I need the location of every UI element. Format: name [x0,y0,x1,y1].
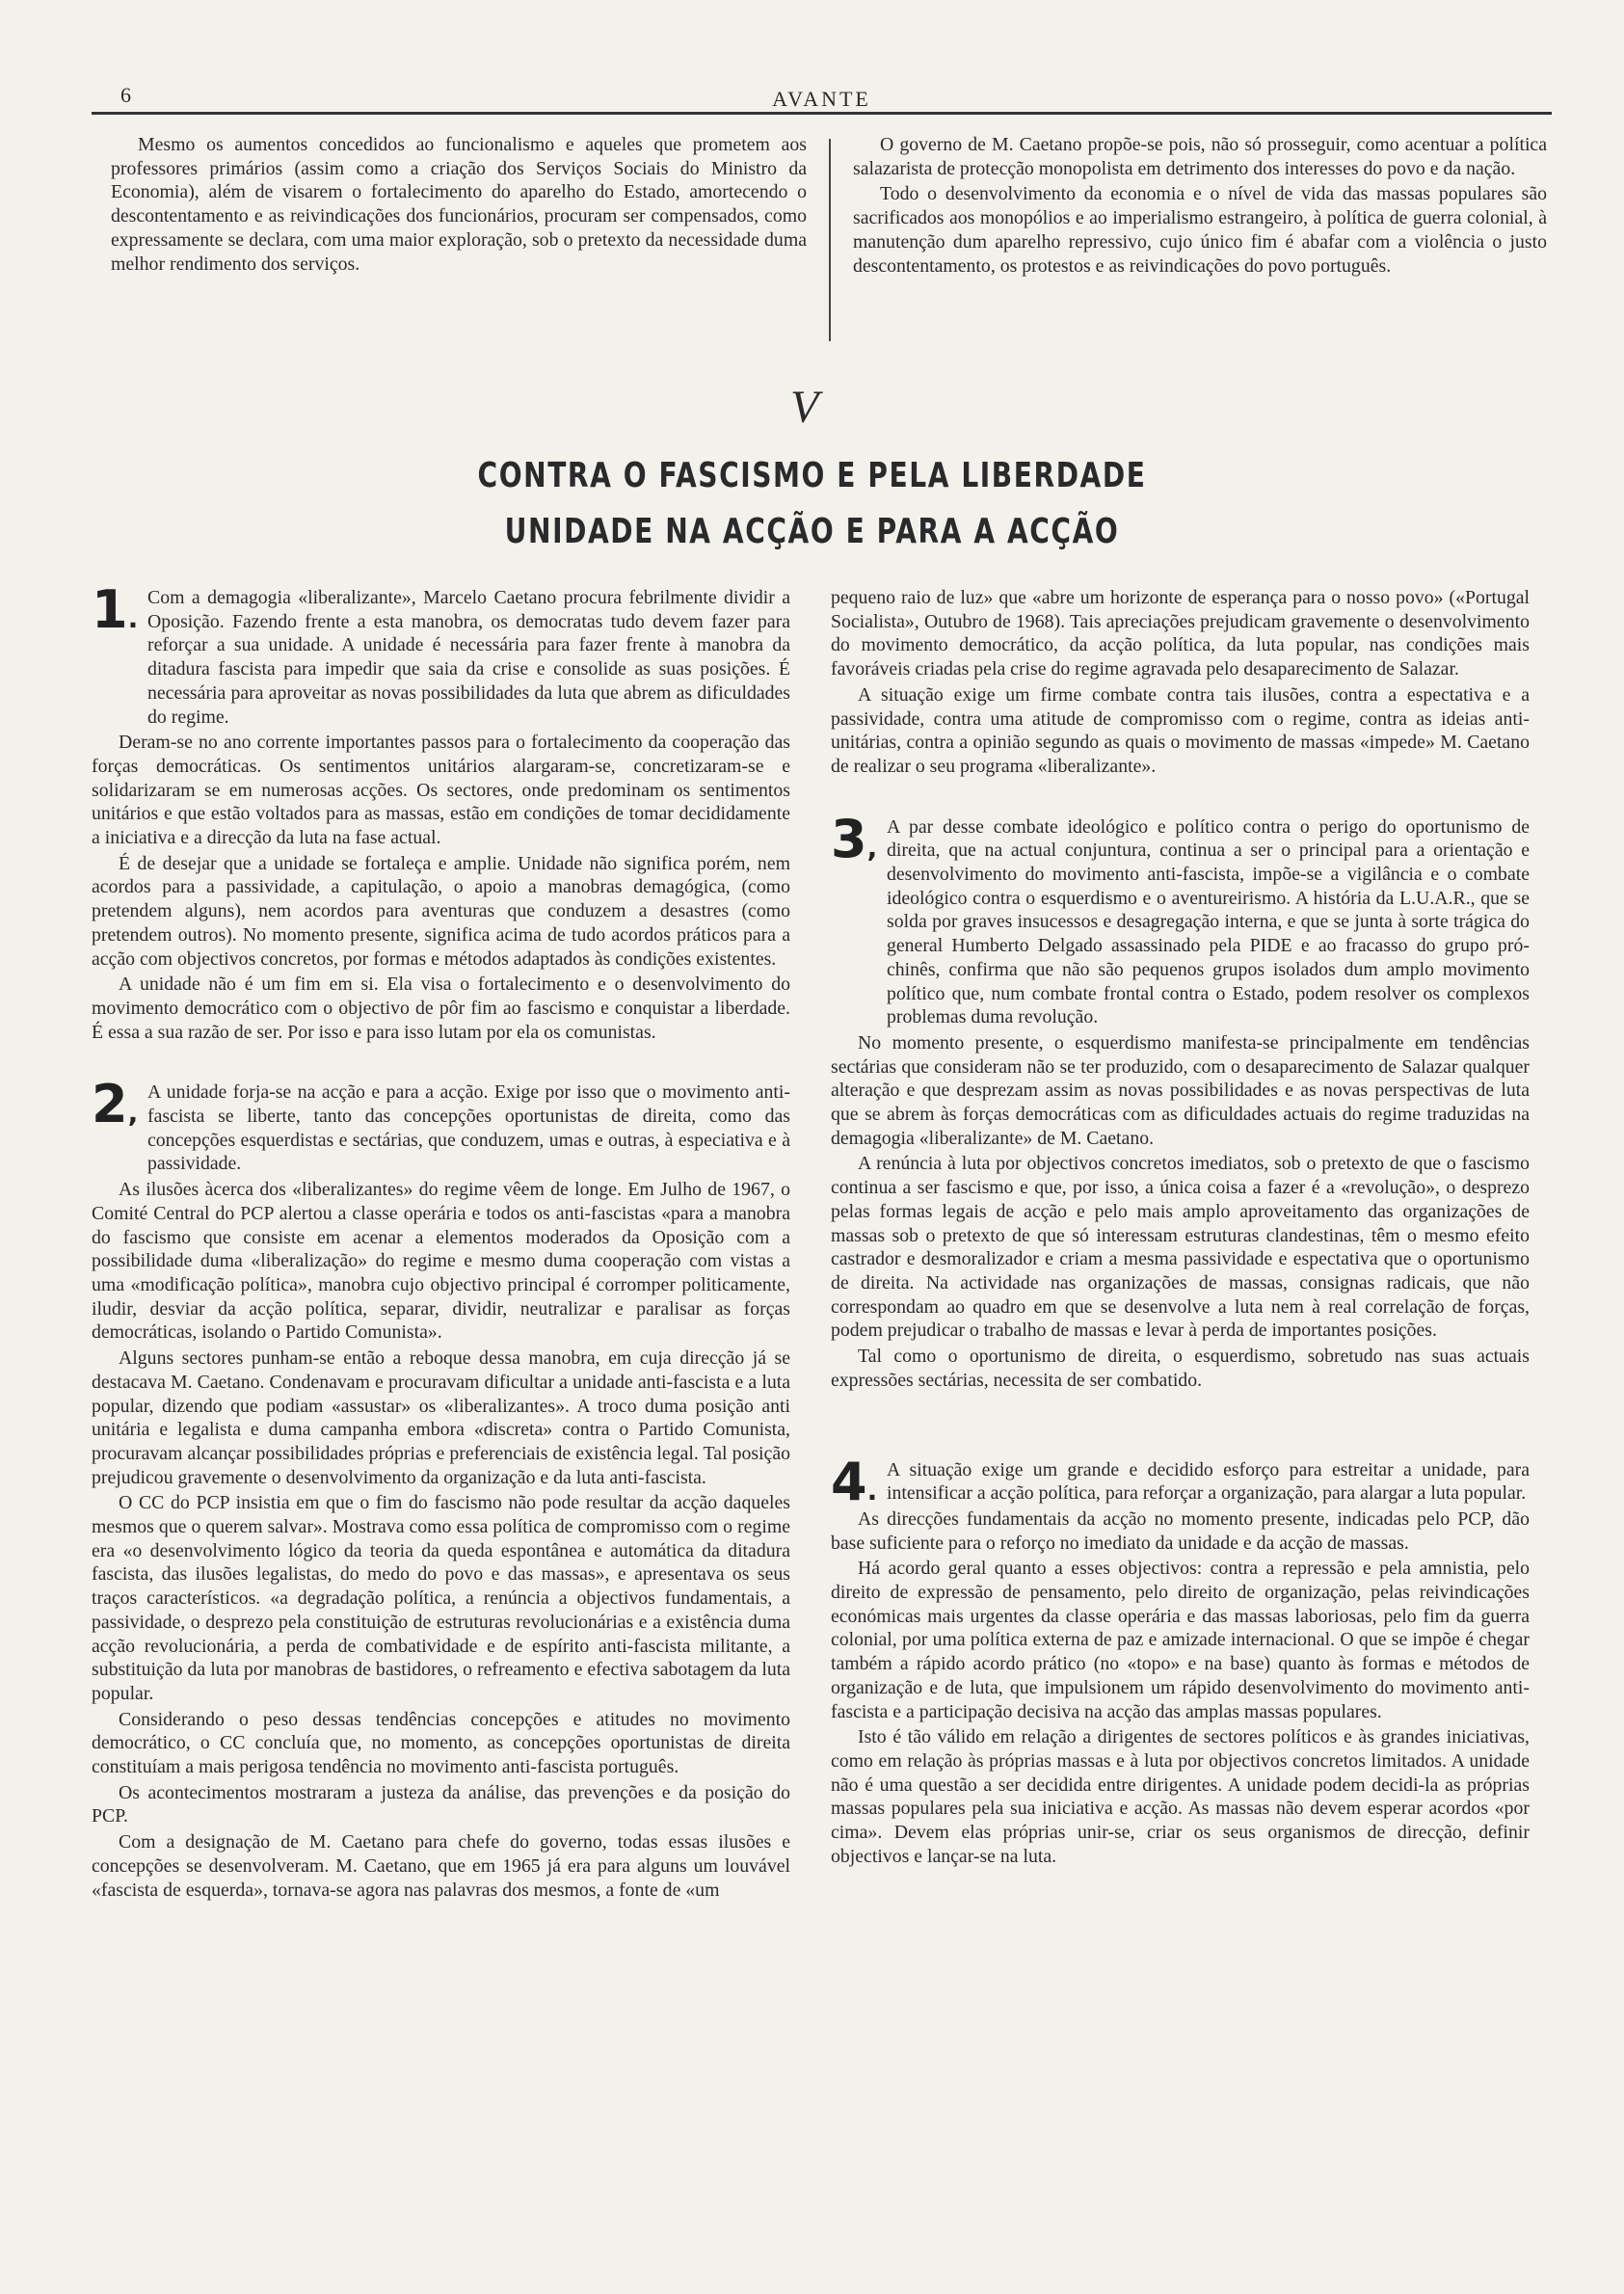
column-divider [829,139,831,341]
publication-name: AVANTE [772,87,871,111]
paragraph: Os acontecimentos mostraram a justeza da análise, das prevenções e da posição do PCP. [92,1781,790,1827]
section-2-continued [831,586,1530,779]
section-number: 2, [92,1074,139,1135]
chapter-headline [0,448,1624,560]
paragraph: É de desejar que a unidade se fortaleça e amplie. Unidade não significa porém, nem acordos para a passividade, a capitulação, o apoio a manobras demagógica, (como pretendem alguns), nem acordos para aventuras que conduzem a desastres (como pretendem outros). No momento presente, significa acima de tudo acordos práticos para a acção com objectivos concretos, por formas e métodos adaptados às condições existentes. [92,852,790,970]
section-lead: A par desse combate ideológico e político contra o perigo do oportunismo de direita, que na actual conjuntura, continua a ser o principal para a orientação e desenvolvimento do movimento anti-fascista, impõe-se a vigilância e o combate ideológico contra o esquerdismo e o aventureirismo. A história da L.U.A.R., que se solda por graves insucessos e desagregação interna, e que se junta à sorte trágica do general Humberto Delgado assassinado pela PIDE e ao fracasso do grupo pró-chinês, confirma que não são pequenos grupos isolados dum amplo movimento político que, num combate frontal contra o Estado, podem resolver os complexos problemas duma revolução. [887,815,1530,1028]
paragraph: Há acordo geral quanto a esses objectivos: contra a repressão e pela amnistia, pelo direito de expressão de pensamento, pelo direito de organização, pelas reivindicações económicas mais urgentes da classe operária e das massas laboriosas, pelo fim da guerra colonial, por uma política externa de paz e amizade internacional. O que se impõe é chegar também a rápido acordo prático (no «topo» e na base) quanto às formas e métodos de organização e de luta, que impulsionem um rápido desenvolvimento do movimento anti-fascista e a participação decisiva na acção das amplas massas populares. [831,1558,1530,1722]
headline-line-1: CONTRA O FASCISMO E PELA LIBERDADE [477,456,1147,495]
paragraph: pequeno raio de luz» que «abre um horizonte de esperança para o nosso povo» («Portugal Socialista», Outubro de 1968). Tais apreciações prejudicam gravemente o desenvolvimento do movimento democrático, da acção política, da luta popular, nas condições mais favoráveis criadas pela crise do regime agravada pelo desaparecimento de Salazar. [831,587,1530,680]
paragraph: A unidade não é um fim em si. Ela visa o fortalecimento e o desenvolvimento do movimento democrático com o objectivo de pôr fim ao fascismo e conquistar a liberdade. É essa a sua razão de ser. Por isso e para isso lutam por ela os comunistas. [92,974,790,1043]
paragraph: O CC do PCP insistia em que o fim do fascismo não pode resultar da acção daqueles mesmos que o querem salvar». Mostrava como essa política de compromisso com o regime era «o desenvolvimento lógico da teoria da queda espontânea e automática da ditadura fascista, das ilusões legalistas, do medo do povo e das massas», e apresentava os seus traços característicos. «a degradação política, a renúncia a objectivos fundamentais, a passividade, o desprezo pela constituição de estruturas revolucionárias e a existência duma acção revolucionária, a perda de combatividade e de espírito anti-fascista militante, a substituição da luta por manobras de bastidores, o refreamento e efectiva sabotagem da luta popular. [92,1492,790,1704]
header-rule [92,112,1552,115]
paragraph: Alguns sectores punham-se então a reboque dessa manobra, em cuja direcção já se destacava M. Caetano. Condenavam e procuravam dificultar a unidade anti-fascista e a luta popular, dizendo que podiam «assustar» os «liberalizantes». A troco duma posição anti unitária e legalista e duma campanha embora «discreta» contra o Partido Comunista, procuravam alcançar possibilidades próprias e preferenciais de existência legal. Tal posição prejudicou gravemente o desenvolvimento da organização e da luta anti-fascista. [92,1347,790,1488]
paragraph: Mesmo os aumentos concedidos ao funcionalismo e aqueles que prometem aos professores primários (assim como a criação dos Serviços Sociais do Ministro da Economia), além de visarem o fortalecimento do aparelho do Estado, amortecendo o descontentamento e as reivindicações dos funcionários, procuram ser compensados, como expressamente se declara, com uma maior exploração, sob o pretexto da necessidade duma melhor rendimento dos serviços. [111,134,807,275]
top-continuation [111,133,1547,350]
top-right-column [853,133,1547,280]
paragraph: Considerando o peso dessas tendências concepções e atitudes no movimento democrático, o CC concluía que, no momento, as concepções oportunistas de direita constituíam a mais perigosa tendência no movimento anti-fascista português. [92,1708,790,1778]
top-left-column [111,133,807,278]
section-number: 4. [831,1451,878,1512]
chapter-roman-numeral: V [790,382,819,433]
paragraph: O governo de M. Caetano propõe-se pois, não só prosseguir, como acentuar a política salazarista de protecção monopolista em detrimento dos interesses do povo e da nação. [853,134,1547,179]
paragraph: Com a designação de M. Caetano para chefe do governo, todas essas ilusões e concepções se desenvolveram. M. Caetano, que em 1965 já era para alguns um louvável «fascista de esquerda», tornava-se agora nas palavras dos mesmos, a fonte de «um [92,1831,790,1901]
paragraph: Todo o desenvolvimento da economia e o nível de vida das massas populares são sacrificados aos monopólios e ao imperialismo estrangeiro, à política de guerra colonial, à manutenção dum aparelho repressivo, cujo único fim é abafar com a violência o justo descontentamento, os protestos e as reivindicações do povo português. [853,183,1547,277]
section-3 [831,808,1530,1393]
section-1 [92,579,790,1044]
section-number: 1. [92,579,139,640]
section-4 [831,1451,1530,1869]
paragraph: A situação exige um firme combate contra tais ilusões, contra a espectativa e a passividade, contra uma atitude de compromisso com o regime, contra as ideias anti-unitárias, contra a opinião segundo as quais o movimento de massas «impede» M. Caetano de realizar o seu programa «liberalizante». [831,683,1530,777]
paragraph: Isto é tão válido em relação a dirigentes de sectores políticos e às grandes iniciativas, como em relação às próprias massas e à luta por objectivos concretos limitados. A unidade não é uma questão a ser decidida entre dirigentes. A unidade podem decidi-la as próprias massas populares pela sua iniciativa e acção. As massas não devem esperar acordos «por cima». Devem elas próprias unir-se, criar os seus organismos de direcção, definir objectivos e lançar-se na luta. [831,1726,1530,1867]
page-number: 6 [120,83,131,107]
headline-line-2: UNIDADE NA ACÇÃO E PARA A ACÇÃO [504,512,1120,551]
left-column [92,579,790,1938]
paragraph: Tal como o oportunismo de direita, o esquerdismo, sobretudo nas suas actuais expressões sectárias, necessita de ser combatido. [831,1346,1530,1391]
section-2 [92,1074,790,1902]
section-lead: Com a demagogia «liberalizante», Marcelo Caetano procura febrilmente dividir a Oposição. Fazendo frente a esta manobra, os democratas tudo devem fazer para reforçar a sua unidade. A unidade é necessária para fazer frente à manobra da ditadura fascista para impedir que saia da crise e consolide as suas posições. É necessária para aproveitar as novas possibilidades da luta que abrem as dificuldades do regime. [147,587,790,728]
paragraph: As ilusões àcerca dos «liberalizantes» do regime vêem de longe. Em Julho de 1967, o Comité Central do PCP alertou a classe operária e todos os anti-fascistas «para a manobra do fascismo que consiste em acenar a elementos moderados da Oposição com a possibilidade duma «liberalização» do regime e mesmo duma cooperação com vistas a uma «modificação política», manobra cujo objectivo principal é corromper politicamente, iludir, desviar da acção política, separar, dividir, neutralizar e paralisar as forças democráticas, isolando o Partido Comunista». [92,1179,790,1344]
paragraph: A renúncia à luta por objectivos concretos imediatos, sob o pretexto de que o fascismo continua a ser fascismo e que, por isso, a única coisa a fazer é a «revolução», o desprezo pelas formas legais de acção e pelo mais amplo aproveitamento das organizações de massas sob o pretexto de que só interessam estruturas clandestinas, têm o mesmo efeito castrador e desmoralizador e criam a mesma passividade e espectativa que o oportunismo de direita. Na actividade nas organizações de massas, consignas radicais, que não correspondam ao quadro em que se desenvolve a luta nem à real correlação de forças, podem prejudicar o trabalho de massas e levar à perda de importantes posições. [831,1153,1530,1342]
section-lead: A situação exige um grande e decidido esforço para estreitar a unidade, para intensificar a acção política, para reforçar a organização, para alargar a luta popular. [887,1458,1530,1505]
paragraph: No momento presente, o esquerdismo manifesta-se principalmente em tendências sectárias que consideram não se ter produzido, com o desaparecimento de Salazar qualquer alteração e que desprezam assim as novas possibilidades e as novas perspectivas de luta que se abrem às forças democráticas com as dificuldades actuais do regime traduzidas na demagogia «liberalizante» de M. Caetano. [831,1031,1530,1149]
section-lead: A unidade forja-se na acção e para a acção. Exige por isso que o movimento anti-fascista se liberte, tanto das concepções oportunistas de direita, como das concepções esquerdistas e sectárias, que conduzem, umas e outras, à especiativa e à passividade. [147,1081,790,1175]
right-column [831,586,1530,1905]
section-number: 3, [831,808,878,869]
paragraph: Deram-se no ano corrente importantes passos para o fortalecimento da cooperação das forças democráticas. Os sentimentos unitários alargaram-se, concretizaram-se e solidarizaram se em numerosas acções. Os sectores, onde predominam os sentimentos unitários e que estão voltados para as massas, estão em condições de tomar decididamente a iniciativa e a direcção da luta na fase actual. [92,732,790,849]
paragraph: As direcções fundamentais da acção no momento presente, indicadas pelo PCP, dão base suficiente para o reforço no imediato da unidade e da acção de massas. [831,1507,1530,1554]
page-header [92,79,1552,118]
